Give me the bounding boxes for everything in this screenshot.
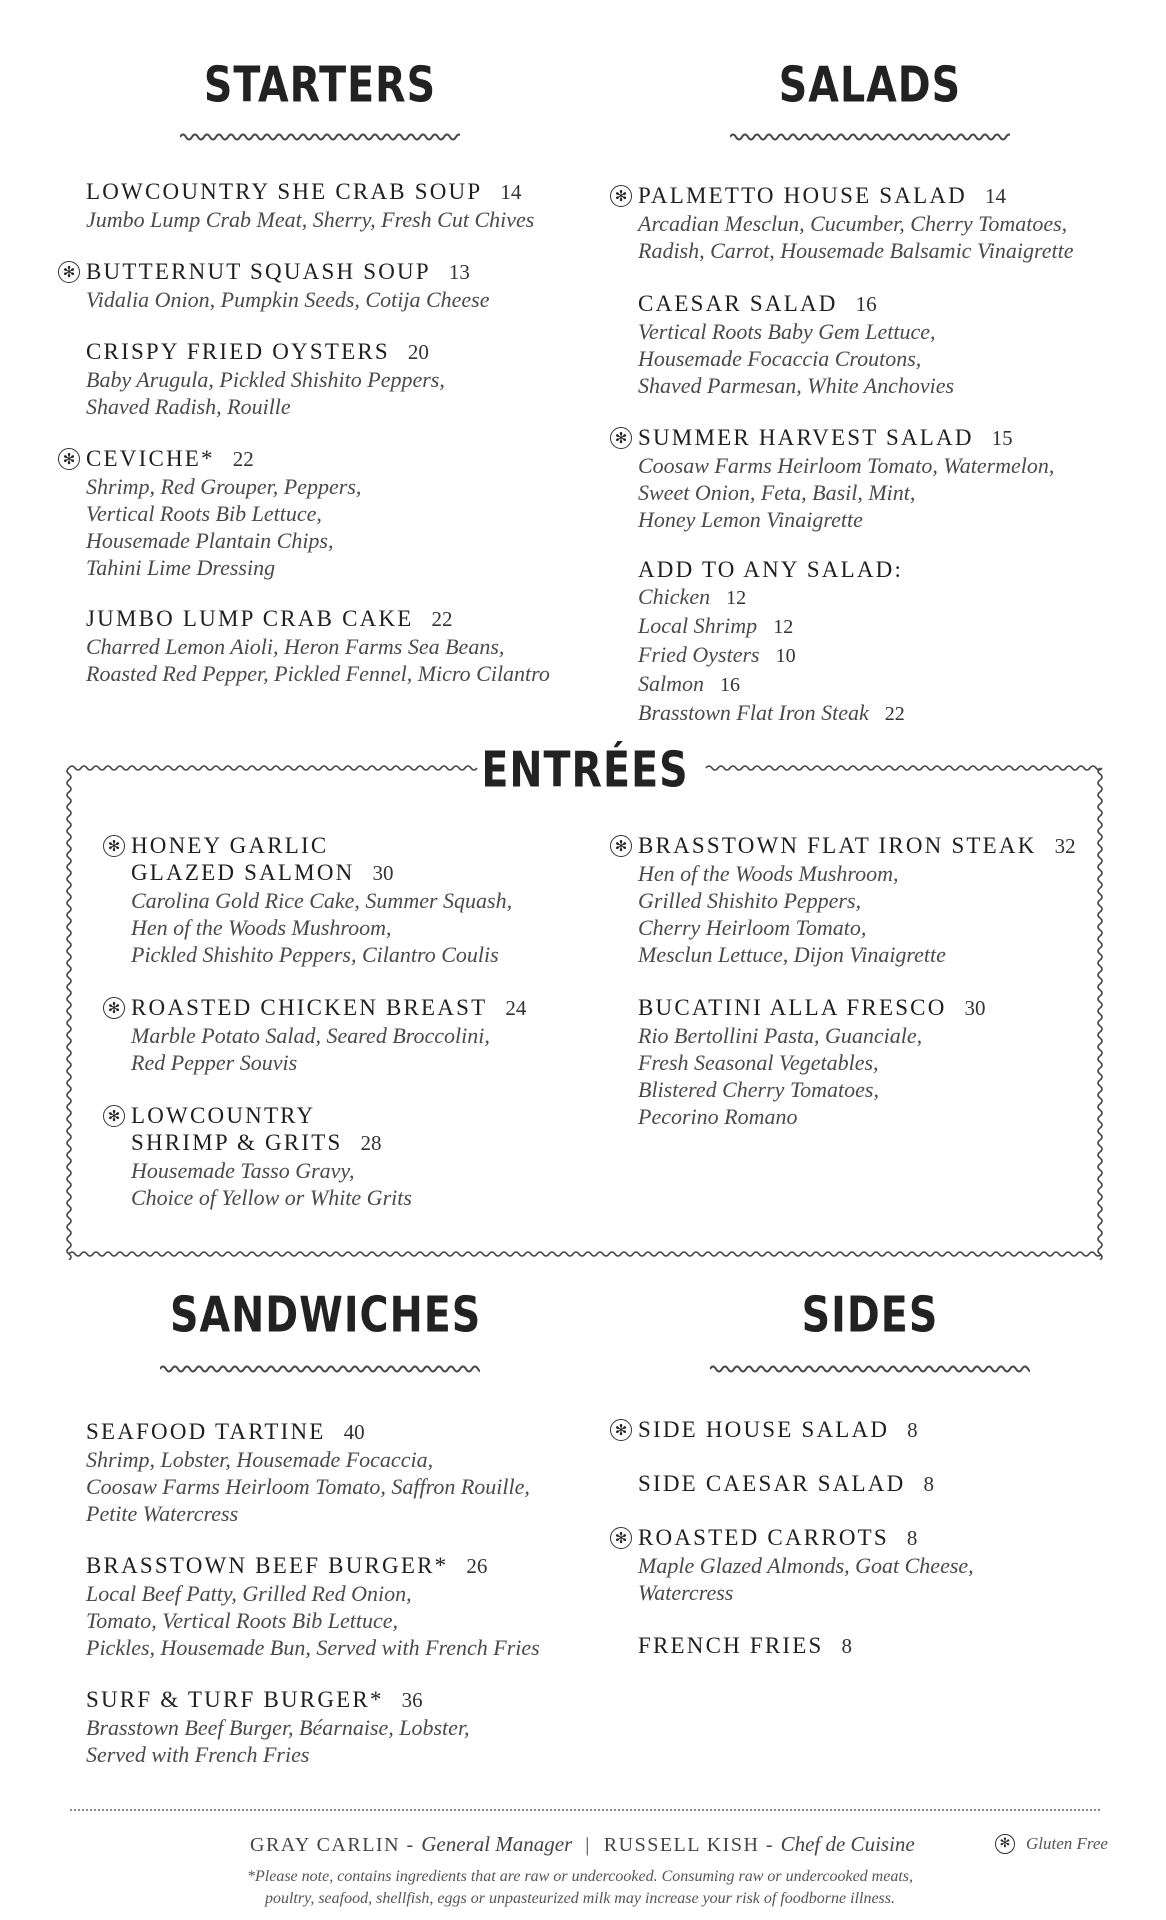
item-name	[86, 258, 489, 286]
addon-price: 22	[884, 703, 905, 725]
item-description: Pickles, Housemade Bun, Served with French Fries	[86, 1635, 540, 1660]
item-name	[638, 182, 1073, 210]
item-description: Pickled Shishito Peppers, Cilantro Coulis	[131, 942, 499, 967]
menu-item-summer-harvest-salad	[638, 424, 1054, 533]
addon-name: Local Shrimp	[638, 613, 758, 638]
addon-item	[638, 612, 905, 641]
gluten-free-icon: ✻	[103, 997, 125, 1019]
item-description: Fresh Seasonal Vegetables,	[638, 1050, 879, 1075]
item-description: Housemade Tasso Gravy,	[131, 1158, 355, 1183]
gluten-free-icon: ✻	[103, 1105, 125, 1127]
item-name	[131, 994, 526, 1022]
item-description: Vertical Roots Baby Gem Lettuce,	[638, 319, 936, 344]
item-price: 14	[500, 180, 522, 204]
item-name-text: SUMMER HARVEST SALAD	[638, 425, 974, 450]
item-description: Local Beef Patty, Grilled Red Onion,	[86, 1581, 412, 1606]
item-price: 36	[401, 1688, 423, 1712]
menu-item-butternut-squash-soup	[86, 258, 489, 313]
menu-item-brasstown-flat-iron-steak	[638, 832, 1076, 968]
addon-item	[638, 670, 905, 699]
entrees-heading: ENTRÉES	[481, 741, 689, 800]
addon-name: Brasstown Flat Iron Steak	[638, 700, 869, 725]
item-name-text: CRISPY FRIED OYSTERS	[86, 339, 390, 364]
item-price: 8	[923, 1472, 934, 1496]
item-name-text: BUTTERNUT SQUASH SOUP	[86, 259, 431, 284]
item-description: Charred Lemon Aioli, Heron Farms Sea Beans,	[86, 634, 505, 659]
item-description: Hen of the Woods Mushroom,	[131, 915, 392, 940]
item-price: 13	[448, 260, 470, 284]
item-name-text: FRENCH FRIES	[638, 1633, 824, 1658]
item-description: Pecorino Romano	[638, 1104, 798, 1129]
item-name-text: JUMBO LUMP CRAB CAKE	[86, 606, 414, 631]
menu-item-ceviche	[86, 445, 361, 581]
item-name-text: SURF & TURF BURGER*	[86, 1687, 384, 1712]
item-price: 24	[505, 996, 527, 1020]
item-name	[86, 338, 445, 366]
menu-item-caesar-salad	[638, 290, 954, 399]
item-name	[638, 832, 1076, 860]
item-name	[638, 1632, 852, 1660]
menu-item-roasted-carrots	[638, 1524, 974, 1606]
addon-price: 16	[720, 674, 740, 696]
sides-divider	[710, 1362, 1030, 1376]
item-description: Shaved Radish, Rouille	[86, 394, 291, 419]
menu-item-lowcountry-she-crab-soup	[86, 178, 534, 233]
item-name	[638, 994, 986, 1022]
addon-item	[638, 583, 905, 612]
item-description: Carolina Gold Rice Cake, Summer Squash,	[131, 888, 513, 913]
item-description: Sweet Onion, Feta, Basil, Mint,	[638, 480, 916, 505]
gluten-free-icon: ✻	[610, 185, 632, 207]
gluten-free-icon: ✻	[610, 1527, 632, 1549]
item-name-text: SIDE CAESAR SALAD	[638, 1471, 906, 1496]
item-name-line: HONEY GARLIC	[131, 833, 329, 858]
item-description: Watercress	[638, 1580, 734, 1605]
salad-addons	[638, 556, 905, 728]
salads-divider	[730, 130, 1010, 144]
item-price: 32	[1054, 834, 1076, 858]
item-name-line: LOWCOUNTRY	[131, 1103, 316, 1128]
item-description: Jumbo Lump Crab Meat, Sherry, Fresh Cut Chives	[86, 207, 535, 232]
item-description: Shrimp, Lobster, Housemade Focaccia,	[86, 1447, 434, 1472]
item-description: Vidalia Onion, Pumpkin Seeds, Cotija Cheese	[86, 287, 490, 312]
item-description: Vertical Roots Bib Lettuce,	[86, 501, 322, 526]
item-description: Tomato, Vertical Roots Bib Lettuce,	[86, 1608, 399, 1633]
gluten-free-icon: ✻	[610, 1419, 632, 1441]
item-name	[86, 445, 361, 473]
item-name-text: SEAFOOD TARTINE	[86, 1419, 326, 1444]
raw-food-warning	[180, 1866, 980, 1910]
gluten-free-icon: ✻	[58, 448, 80, 470]
gm-name: GRAY CARLIN	[250, 1834, 401, 1856]
sides-heading: SIDES	[801, 1286, 939, 1345]
item-name-text: PALMETTO HOUSE SALAD	[638, 183, 967, 208]
item-price: 8	[907, 1418, 918, 1442]
item-description: Radish, Carrot, Housemade Balsamic Vinaigrette	[638, 238, 1074, 263]
item-price: 22	[431, 607, 453, 631]
item-name-text: BRASSTOWN BEEF BURGER*	[86, 1553, 449, 1578]
item-description: Tahini Lime Dressing	[86, 555, 276, 580]
item-name-text: LOWCOUNTRY SHE CRAB SOUP	[86, 179, 483, 204]
item-price: 40	[343, 1420, 365, 1444]
addon-price: 12	[773, 616, 794, 638]
item-name	[131, 1102, 412, 1157]
menu-item-crispy-fried-oysters	[86, 338, 445, 420]
item-name	[638, 290, 954, 318]
gluten-free-icon: ✻	[58, 261, 80, 283]
menu-item-bucatini-alla-fresco	[638, 994, 986, 1130]
menu-item-jumbo-lump-crab-cake	[86, 605, 550, 687]
chef-title: Chef de Cuisine	[780, 1832, 915, 1856]
item-description: Marble Potato Salad, Seared Broccolini,	[131, 1023, 490, 1048]
item-price: 16	[855, 292, 877, 316]
item-name-text: CAESAR SALAD	[638, 291, 838, 316]
item-price: 30	[372, 861, 394, 885]
menu-item-side-house-salad	[638, 1416, 918, 1444]
addon-item	[638, 641, 905, 670]
item-description: Red Pepper Souvis	[131, 1050, 298, 1075]
item-name	[86, 1552, 540, 1580]
addon-name: Salmon	[638, 671, 704, 696]
item-description: Maple Glazed Almonds, Goat Cheese,	[638, 1553, 974, 1578]
item-price: 26	[466, 1554, 488, 1578]
item-name	[638, 424, 1054, 452]
item-price: 28	[360, 1131, 382, 1155]
item-price: 15	[991, 426, 1013, 450]
warning-line-1: *Please note, contains ingredients that are raw or undercooked. Consuming raw or undercooked meats,	[247, 1868, 913, 1885]
item-name	[86, 1686, 470, 1714]
sandwiches-divider	[160, 1362, 480, 1376]
menu-item-palmetto-house-salad	[638, 182, 1073, 264]
item-description: Blistered Cherry Tomatoes,	[638, 1077, 879, 1102]
item-name-text: CEVICHE*	[86, 446, 215, 471]
item-name-line: SHRIMP & GRITS	[131, 1130, 343, 1155]
starters-divider	[180, 130, 460, 144]
menu-item-seafood-tartine	[86, 1418, 530, 1527]
item-description: Brasstown Beef Burger, Béarnaise, Lobster,	[86, 1715, 470, 1740]
item-name	[131, 832, 512, 887]
item-description: Roasted Red Pepper, Pickled Fennel, Micro Cilantro	[86, 661, 550, 686]
item-name-text: BRASSTOWN FLAT IRON STEAK	[638, 833, 1037, 858]
salads-heading: SALADS	[778, 56, 962, 115]
gm-title: General Manager	[421, 1832, 573, 1856]
addons-title: ADD TO ANY SALAD:	[638, 557, 904, 582]
menu-item-roasted-chicken-breast	[131, 994, 526, 1076]
item-name	[638, 1470, 934, 1498]
menu-item-side-caesar-salad	[638, 1470, 934, 1498]
addon-price: 10	[775, 645, 796, 667]
starters-heading: STARTERS	[203, 56, 437, 115]
item-price: 22	[232, 447, 254, 471]
item-description: Served with French Fries	[86, 1742, 310, 1767]
item-description: Coosaw Farms Heirloom Tomato, Saffron Rouille,	[86, 1474, 530, 1499]
item-description: Arcadian Mesclun, Cucumber, Cherry Tomatoes,	[638, 211, 1068, 236]
item-name-text: ROASTED CARROTS	[638, 1525, 889, 1550]
menu-item-french-fries	[638, 1632, 852, 1660]
item-description: Cherry Heirloom Tomato,	[638, 915, 867, 940]
chef-name: RUSSELL KISH	[603, 1834, 760, 1856]
item-name	[638, 1524, 974, 1552]
item-description: Coosaw Farms Heirloom Tomato, Watermelon,	[638, 453, 1055, 478]
item-name-text: SIDE HOUSE SALAD	[638, 1417, 890, 1442]
addon-name: Fried Oysters	[638, 642, 760, 667]
item-description: Shrimp, Red Grouper, Peppers,	[86, 474, 362, 499]
item-description: Housemade Plantain Chips,	[86, 528, 334, 553]
footer-divider	[70, 1809, 1100, 1811]
item-name	[86, 178, 534, 206]
item-name	[638, 1416, 918, 1444]
item-name-line: GLAZED SALMON	[131, 860, 355, 885]
item-description: Mesclun Lettuce, Dijon Vinaigrette	[638, 942, 946, 967]
item-description: Choice of Yellow or White Grits	[131, 1185, 412, 1210]
menu-item-lowcountry-shrimp-grits	[131, 1102, 412, 1211]
item-price: 14	[984, 184, 1006, 208]
menu-item-surf-turf-burger	[86, 1686, 470, 1768]
item-price: 8	[906, 1526, 918, 1550]
addon-price: 12	[726, 587, 747, 609]
addon-item	[638, 699, 905, 728]
gluten-free-icon: ✻	[610, 835, 632, 857]
item-description: Petite Watercress	[86, 1501, 239, 1526]
item-name	[86, 1418, 530, 1446]
gluten-free-icon: ✻	[995, 1834, 1015, 1854]
item-name-text: BUCATINI ALLA FRESCO	[638, 995, 947, 1020]
sandwiches-heading: SANDWICHES	[170, 1286, 482, 1345]
addon-name: Chicken	[638, 584, 711, 609]
item-description: Rio Bertollini Pasta, Guanciale,	[638, 1023, 923, 1048]
item-description: Hen of the Woods Mushroom,	[638, 861, 899, 886]
item-description: Grilled Shishito Peppers,	[638, 888, 862, 913]
item-price: 20	[407, 340, 429, 364]
item-price: 30	[964, 996, 986, 1020]
gluten-free-icon: ✻	[610, 427, 632, 449]
item-name-text: ROASTED CHICKEN BREAST	[131, 995, 488, 1020]
warning-line-2: poultry, seafood, shellfish, eggs or unpasteurized milk may increase your risk of foodborne illness.	[264, 1890, 896, 1907]
item-description: Baby Arugula, Pickled Shishito Peppers,	[86, 367, 445, 392]
item-name	[86, 605, 550, 633]
item-description: Honey Lemon Vinaigrette	[638, 507, 863, 532]
item-description: Housemade Focaccia Croutons,	[638, 346, 922, 371]
staff-credits: GRAY CARLIN - General Manager | RUSSELL KISH - Chef de Cuisine	[250, 1832, 915, 1856]
menu-item-honey-garlic-glazed-salmon	[131, 832, 512, 968]
gluten-free-icon: ✻	[103, 835, 125, 857]
gluten-free-legend: Gluten Free	[1026, 1834, 1108, 1853]
item-description: Shaved Parmesan, White Anchovies	[638, 373, 955, 398]
item-price: 8	[841, 1634, 853, 1658]
menu-item-brasstown-beef-burger	[86, 1552, 540, 1661]
